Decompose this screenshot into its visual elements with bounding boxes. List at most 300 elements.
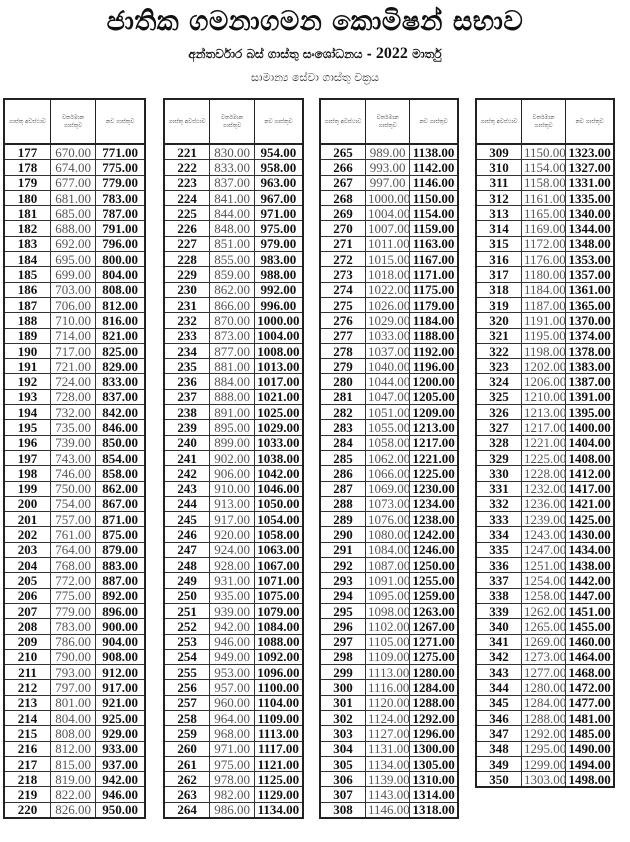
table-row xyxy=(320,466,458,481)
current-fare-cell: 895.00 xyxy=(210,420,254,435)
fare-stage-cell: 289 xyxy=(320,512,366,527)
current-fare-cell: 1044.00 xyxy=(366,374,410,389)
table-row xyxy=(164,756,303,771)
table-row xyxy=(320,160,458,175)
table-row xyxy=(320,450,458,465)
current-fare-cell: 1225.00 xyxy=(522,450,566,465)
new-fare-cell: 1340.00 xyxy=(566,206,614,221)
new-fare-cell: 1425.00 xyxy=(566,512,614,527)
fare-stage-cell: 193 xyxy=(4,389,51,404)
new-fare-cell: 1213.00 xyxy=(410,420,458,435)
fare-stage-cell: 245 xyxy=(164,512,210,527)
current-fare-cell: 866.00 xyxy=(210,297,254,312)
new-fare-cell: 1125.00 xyxy=(254,772,303,787)
table-row xyxy=(4,741,145,756)
table-row xyxy=(320,343,458,358)
fare-stage-cell: 204 xyxy=(4,558,51,573)
new-fare-cell: 887.00 xyxy=(96,573,145,588)
fare-stage-cell: 296 xyxy=(320,619,366,634)
current-fare-cell: 746.00 xyxy=(51,466,96,481)
fare-stage-cell: 342 xyxy=(476,649,522,664)
fare-stage-cell: 347 xyxy=(476,726,522,741)
table-row xyxy=(164,588,303,603)
new-fare-cell: 1200.00 xyxy=(410,374,458,389)
new-fare-cell: 1129.00 xyxy=(254,787,303,802)
current-fare-cell: 1058.00 xyxy=(366,435,410,450)
current-fare-cell: 1288.00 xyxy=(522,710,566,725)
new-fare-cell: 1196.00 xyxy=(410,359,458,374)
table-row xyxy=(4,313,145,328)
fare-stage-cell: 188 xyxy=(4,313,51,328)
table-row xyxy=(164,710,303,725)
fare-stage-cell: 309 xyxy=(476,144,522,160)
fare-stage-cell: 241 xyxy=(164,450,210,465)
new-fare-cell: 1171.00 xyxy=(410,267,458,282)
current-fare-cell: 855.00 xyxy=(210,252,254,267)
new-fare-cell: 963.00 xyxy=(254,175,303,190)
fare-stage-cell: 254 xyxy=(164,649,210,664)
fare-stage-cell: 225 xyxy=(164,206,210,221)
fare-stage-cell: 295 xyxy=(320,603,366,618)
current-fare-cell: 910.00 xyxy=(210,481,254,496)
current-fare-cell: 1243.00 xyxy=(522,527,566,542)
fare-stage-cell: 251 xyxy=(164,603,210,618)
fare-stage-cell: 253 xyxy=(164,634,210,649)
table-row xyxy=(476,527,614,542)
fare-stage-cell: 299 xyxy=(320,665,366,680)
current-fare-cell: 1273.00 xyxy=(522,649,566,664)
table-row xyxy=(164,649,303,664)
current-fare-cell: 1299.00 xyxy=(522,756,566,771)
fare-stage-cell: 322 xyxy=(476,343,522,358)
new-fare-cell: 1230.00 xyxy=(410,481,458,496)
new-fare-cell: 1310.00 xyxy=(410,772,458,787)
current-fare-cell: 1069.00 xyxy=(366,481,410,496)
current-fare-cell: 986.00 xyxy=(210,802,254,818)
table-row xyxy=(320,558,458,573)
table-row xyxy=(164,634,303,649)
new-fare-cell: 1150.00 xyxy=(410,190,458,205)
fare-table-3 xyxy=(319,98,459,819)
table-row xyxy=(320,802,458,818)
current-fare-cell: 1084.00 xyxy=(366,542,410,557)
fare-stage-cell: 275 xyxy=(320,297,366,312)
current-fare-cell: 808.00 xyxy=(51,726,96,741)
fare-stage-cell: 252 xyxy=(164,619,210,634)
fare-table-2 xyxy=(163,98,304,819)
new-fare-cell: 800.00 xyxy=(96,252,145,267)
new-fare-cell: 1395.00 xyxy=(566,405,614,420)
table-row xyxy=(164,573,303,588)
current-fare-cell: 717.00 xyxy=(51,343,96,358)
fare-stage-cell: 265 xyxy=(320,144,366,160)
new-fare-cell: 791.00 xyxy=(96,221,145,236)
current-fare-cell: 917.00 xyxy=(210,512,254,527)
new-fare-cell: 983.00 xyxy=(254,252,303,267)
table-row xyxy=(320,267,458,282)
fare-stage-cell: 192 xyxy=(4,374,51,389)
table-row xyxy=(476,313,614,328)
table-row xyxy=(476,619,614,634)
current-fare-cell: 957.00 xyxy=(210,680,254,695)
current-fare-cell: 1007.00 xyxy=(366,221,410,236)
new-fare-cell: 775.00 xyxy=(96,160,145,175)
fare-stage-cell: 344 xyxy=(476,680,522,695)
new-fare-cell: 837.00 xyxy=(96,389,145,404)
header-row xyxy=(476,99,614,144)
fare-stage-cell: 271 xyxy=(320,236,366,251)
new-fare-cell: 1263.00 xyxy=(410,603,458,618)
fare-stage-cell: 210 xyxy=(4,649,51,664)
new-fare-cell: 1250.00 xyxy=(410,558,458,573)
fare-stage-cell: 198 xyxy=(4,466,51,481)
current-fare-cell: 801.00 xyxy=(51,695,96,710)
table-row xyxy=(320,481,458,496)
document-subtitle xyxy=(0,44,630,64)
current-fare-cell: 822.00 xyxy=(51,787,96,802)
fare-stage-cell: 258 xyxy=(164,710,210,725)
new-fare-cell: 1434.00 xyxy=(566,542,614,557)
new-fare-cell: 871.00 xyxy=(96,512,145,527)
table-row xyxy=(164,389,303,404)
fare-stage-cell: 197 xyxy=(4,450,51,465)
table-row xyxy=(164,221,303,236)
current-fare-cell: 1154.00 xyxy=(522,160,566,175)
new-fare-cell: 1464.00 xyxy=(566,649,614,664)
fare-stage-cell: 294 xyxy=(320,588,366,603)
current-fare-cell: 971.00 xyxy=(210,741,254,756)
table-row xyxy=(320,649,458,664)
new-fare-cell: 1238.00 xyxy=(410,512,458,527)
table-row xyxy=(476,542,614,557)
current-fare-cell: 1146.00 xyxy=(366,802,410,818)
table-row xyxy=(164,359,303,374)
fare-stage-cell: 311 xyxy=(476,175,522,190)
fare-stage-cell: 231 xyxy=(164,297,210,312)
table-row xyxy=(320,527,458,542)
current-fare-cell: 1029.00 xyxy=(366,313,410,328)
current-fare-cell: 1258.00 xyxy=(522,588,566,603)
fare-stage-cell: 222 xyxy=(164,160,210,175)
current-fare-cell: 819.00 xyxy=(51,772,96,787)
new-fare-cell: 975.00 xyxy=(254,221,303,236)
table-row xyxy=(320,374,458,389)
fare-stage-cell: 232 xyxy=(164,313,210,328)
fare-stage-cell: 250 xyxy=(164,588,210,603)
table-row xyxy=(476,558,614,573)
table-row xyxy=(164,313,303,328)
new-fare-cell: 1050.00 xyxy=(254,496,303,511)
current-fare-cell: 732.00 xyxy=(51,405,96,420)
new-fare-cell: 1455.00 xyxy=(566,619,614,634)
current-fare-cell: 1131.00 xyxy=(366,741,410,756)
table-row xyxy=(320,435,458,450)
table-row xyxy=(164,435,303,450)
current-fare-cell: 706.00 xyxy=(51,297,96,312)
fare-stage-cell: 291 xyxy=(320,542,366,557)
new-fare-cell: 1000.00 xyxy=(254,313,303,328)
table-row xyxy=(164,741,303,756)
current-fare-cell: 888.00 xyxy=(210,389,254,404)
current-fare-cell: 1195.00 xyxy=(522,328,566,343)
new-fare-cell: 912.00 xyxy=(96,665,145,680)
table-row xyxy=(320,206,458,221)
new-fare-cell: 917.00 xyxy=(96,680,145,695)
fare-stage-cell: 348 xyxy=(476,741,522,756)
fare-stage-cell: 234 xyxy=(164,343,210,358)
new-fare-cell: 904.00 xyxy=(96,634,145,649)
current-fare-cell: 1158.00 xyxy=(522,175,566,190)
new-fare-cell: 883.00 xyxy=(96,558,145,573)
current-fare-cell: 790.00 xyxy=(51,649,96,664)
table-row xyxy=(476,267,614,282)
new-fare-cell: 1442.00 xyxy=(566,573,614,588)
fare-stage-cell: 244 xyxy=(164,496,210,511)
new-fare-cell: 1021.00 xyxy=(254,389,303,404)
current-fare-cell: 997.00 xyxy=(366,175,410,190)
current-fare-cell: 1120.00 xyxy=(366,695,410,710)
table-row xyxy=(476,236,614,251)
table-row xyxy=(4,802,145,818)
current-fare-cell: 1206.00 xyxy=(522,374,566,389)
new-fare-cell: 929.00 xyxy=(96,726,145,741)
current-fare-cell: 859.00 xyxy=(210,267,254,282)
current-fare-cell: 768.00 xyxy=(51,558,96,573)
new-fare-cell: 1192.00 xyxy=(410,343,458,358)
new-fare-cell: 1184.00 xyxy=(410,313,458,328)
table-row xyxy=(164,512,303,527)
table-row xyxy=(476,359,614,374)
new-fare-cell: 1067.00 xyxy=(254,558,303,573)
new-fare-cell: 1188.00 xyxy=(410,328,458,343)
current-fare-cell: 1076.00 xyxy=(366,512,410,527)
current-fare-cell: 786.00 xyxy=(51,634,96,649)
current-fare-cell: 728.00 xyxy=(51,389,96,404)
current-fare-cell: 815.00 xyxy=(51,756,96,771)
current-fare-cell: 960.00 xyxy=(210,695,254,710)
table-row xyxy=(476,144,614,160)
table-row xyxy=(476,420,614,435)
new-fare-cell: 1490.00 xyxy=(566,741,614,756)
new-fare-cell: 942.00 xyxy=(96,772,145,787)
current-fare-cell: 975.00 xyxy=(210,756,254,771)
current-fare-cell: 1180.00 xyxy=(522,267,566,282)
table-row xyxy=(164,160,303,175)
current-fare-cell: 1265.00 xyxy=(522,619,566,634)
new-fare-cell: 1288.00 xyxy=(410,695,458,710)
table-row xyxy=(476,649,614,664)
table-row xyxy=(320,359,458,374)
current-fare-cell: 928.00 xyxy=(210,558,254,573)
new-fare-cell: 1234.00 xyxy=(410,496,458,511)
new-fare-cell: 896.00 xyxy=(96,603,145,618)
table-row xyxy=(320,741,458,756)
table-row xyxy=(476,160,614,175)
fare-stage-cell: 319 xyxy=(476,297,522,312)
current-fare-cell: 1217.00 xyxy=(522,420,566,435)
table-row xyxy=(476,512,614,527)
table-row xyxy=(320,726,458,741)
fare-stage-cell: 181 xyxy=(4,206,51,221)
fare-stage-cell: 205 xyxy=(4,573,51,588)
fare-stage-cell: 310 xyxy=(476,160,522,175)
fare-stage-cell: 249 xyxy=(164,573,210,588)
new-fare-cell: 958.00 xyxy=(254,160,303,175)
table-row xyxy=(4,588,145,603)
new-fare-cell: 1365.00 xyxy=(566,297,614,312)
table-row xyxy=(4,206,145,221)
table-row xyxy=(476,221,614,236)
fare-stage-cell: 278 xyxy=(320,343,366,358)
table-row xyxy=(4,726,145,741)
fare-stage-cell: 339 xyxy=(476,603,522,618)
current-fare-cell: 1292.00 xyxy=(522,726,566,741)
new-fare-cell: 1013.00 xyxy=(254,359,303,374)
current-fare-cell: 1251.00 xyxy=(522,558,566,573)
table-row xyxy=(4,542,145,557)
fare-stage-cell: 282 xyxy=(320,405,366,420)
new-fare-cell: 933.00 xyxy=(96,741,145,756)
table-row xyxy=(4,221,145,236)
fare-stage-cell: 333 xyxy=(476,512,522,527)
new-fare-cell: 921.00 xyxy=(96,695,145,710)
current-fare-cell: 1037.00 xyxy=(366,343,410,358)
table-row xyxy=(4,665,145,680)
table-row xyxy=(164,558,303,573)
new-fare-cell: 954.00 xyxy=(254,144,303,160)
new-fare-cell: 1225.00 xyxy=(410,466,458,481)
table-row xyxy=(320,328,458,343)
table-row xyxy=(320,665,458,680)
current-fare-cell: 739.00 xyxy=(51,435,96,450)
header-row xyxy=(164,99,303,144)
fare-stage-cell: 313 xyxy=(476,206,522,221)
table-row xyxy=(476,588,614,603)
table-row xyxy=(4,649,145,664)
fare-stage-cell: 297 xyxy=(320,634,366,649)
new-fare-cell: 1242.00 xyxy=(410,527,458,542)
new-fare-cell: 1296.00 xyxy=(410,726,458,741)
table-row xyxy=(4,435,145,450)
current-fare-cell: 953.00 xyxy=(210,665,254,680)
current-fare-cell: 935.00 xyxy=(210,588,254,603)
fare-stage-cell: 224 xyxy=(164,190,210,205)
new-fare-cell: 1417.00 xyxy=(566,481,614,496)
fare-stage-cell: 345 xyxy=(476,695,522,710)
new-fare-cell: 1004.00 xyxy=(254,328,303,343)
current-fare-cell: 881.00 xyxy=(210,359,254,374)
table-row xyxy=(476,741,614,756)
table-row xyxy=(4,695,145,710)
current-fare-cell: 1150.00 xyxy=(522,144,566,160)
current-fare-cell: 902.00 xyxy=(210,450,254,465)
table-row xyxy=(320,512,458,527)
fare-stage-cell: 233 xyxy=(164,328,210,343)
table-row xyxy=(476,405,614,420)
fare-stage-cell: 227 xyxy=(164,236,210,251)
new-fare-cell: 783.00 xyxy=(96,190,145,205)
table-row xyxy=(476,297,614,312)
new-fare-cell: 1400.00 xyxy=(566,420,614,435)
current-fare-cell: 949.00 xyxy=(210,649,254,664)
new-fare-cell: 787.00 xyxy=(96,206,145,221)
current-fare-cell: 1303.00 xyxy=(522,772,566,788)
current-fare-cell: 848.00 xyxy=(210,221,254,236)
table-row xyxy=(476,756,614,771)
new-fare-cell: 1335.00 xyxy=(566,190,614,205)
fare-stage-cell: 261 xyxy=(164,756,210,771)
fare-stage-cell: 242 xyxy=(164,466,210,481)
current-fare-cell: 899.00 xyxy=(210,435,254,450)
fare-stage-cell: 323 xyxy=(476,359,522,374)
new-fare-cell: 1167.00 xyxy=(410,252,458,267)
fare-stage-cell: 288 xyxy=(320,496,366,511)
fare-stage-cell: 312 xyxy=(476,190,522,205)
fare-stage-cell: 280 xyxy=(320,374,366,389)
fare-stage-cell: 308 xyxy=(320,802,366,818)
current-fare-cell: 761.00 xyxy=(51,527,96,542)
current-fare-cell: 1254.00 xyxy=(522,573,566,588)
current-fare-cell: 1073.00 xyxy=(366,496,410,511)
table-row xyxy=(4,359,145,374)
current-fare-cell: 906.00 xyxy=(210,466,254,481)
new-fare-cell: 867.00 xyxy=(96,496,145,511)
table-row xyxy=(320,588,458,603)
column-header-new-fare: නව ගාස්තුව xyxy=(566,99,614,144)
new-fare-cell: 1374.00 xyxy=(566,328,614,343)
current-fare-cell: 877.00 xyxy=(210,343,254,358)
table-row xyxy=(164,680,303,695)
new-fare-cell: 1498.00 xyxy=(566,772,614,788)
fare-stage-cell: 332 xyxy=(476,496,522,511)
fare-stage-cell: 238 xyxy=(164,405,210,420)
fare-stage-cell: 283 xyxy=(320,420,366,435)
table-row xyxy=(164,328,303,343)
fare-stage-cell: 230 xyxy=(164,282,210,297)
current-fare-cell: 677.00 xyxy=(51,175,96,190)
table-row xyxy=(476,389,614,404)
fare-stage-cell: 316 xyxy=(476,252,522,267)
fare-stage-cell: 237 xyxy=(164,389,210,404)
new-fare-cell: 1008.00 xyxy=(254,343,303,358)
current-fare-cell: 844.00 xyxy=(210,206,254,221)
current-fare-cell: 1262.00 xyxy=(522,603,566,618)
table-row xyxy=(320,496,458,511)
table-row xyxy=(320,297,458,312)
table-row xyxy=(4,573,145,588)
subtitle-suffix: මාර්තු xyxy=(407,47,442,61)
fare-stage-cell: 190 xyxy=(4,343,51,358)
fare-stage-cell: 266 xyxy=(320,160,366,175)
fare-stage-cell: 182 xyxy=(4,221,51,236)
fare-stage-cell: 259 xyxy=(164,726,210,741)
fare-stage-cell: 213 xyxy=(4,695,51,710)
current-fare-cell: 1280.00 xyxy=(522,680,566,695)
current-fare-cell: 1011.00 xyxy=(366,236,410,251)
current-fare-cell: 1051.00 xyxy=(366,405,410,420)
fare-stage-cell: 329 xyxy=(476,450,522,465)
fare-stage-cell: 330 xyxy=(476,466,522,481)
new-fare-cell: 1378.00 xyxy=(566,343,614,358)
current-fare-cell: 779.00 xyxy=(51,603,96,618)
new-fare-cell: 1175.00 xyxy=(410,282,458,297)
table-row xyxy=(164,236,303,251)
column-header-current-fare: වර්තමාන ගාස්තුව xyxy=(210,99,254,144)
table-row xyxy=(476,175,614,190)
new-fare-cell: 1344.00 xyxy=(566,221,614,236)
current-fare-cell: 1000.00 xyxy=(366,190,410,205)
current-fare-cell: 1113.00 xyxy=(366,665,410,680)
